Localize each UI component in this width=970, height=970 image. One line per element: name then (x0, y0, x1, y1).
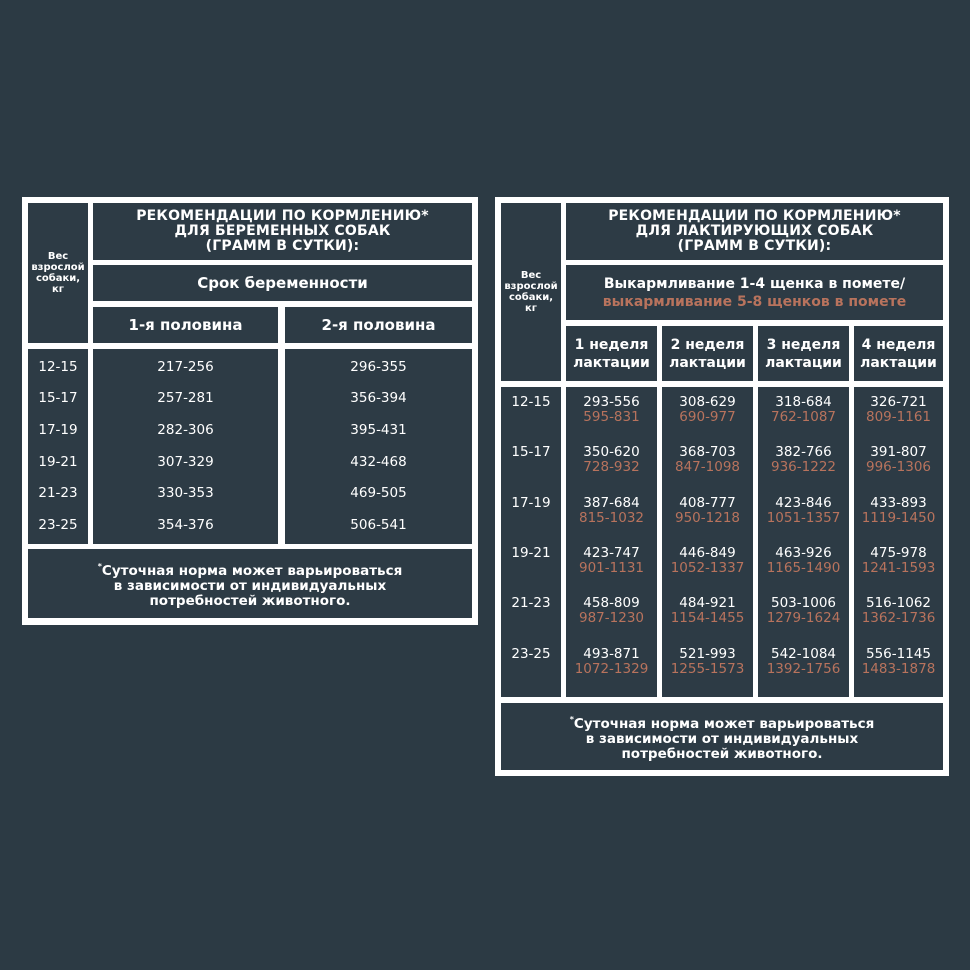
second-half-value: 395-431 (350, 421, 407, 438)
title-line: ДЛЯ ЛАКТИРУЮЩИХ СОБАК (635, 223, 874, 239)
weight-value: 12-15 (511, 394, 551, 410)
small-litter-value: 556-1145 (866, 645, 931, 662)
table-title (566, 203, 943, 260)
week-4-column (854, 387, 943, 697)
value-pair (866, 445, 931, 495)
large-litter-value: 815-1032 (579, 509, 644, 526)
large-litter-value: 1255-1573 (670, 660, 745, 677)
column-header-label: 2-я половина (321, 316, 436, 334)
first-half-value: 307-329 (157, 453, 214, 470)
value-pair (583, 445, 639, 495)
small-litter-value: 458-809 (583, 595, 640, 612)
weight-header-line: взрослой (31, 262, 85, 273)
small-litter-value: 516-1062 (866, 595, 931, 612)
small-litter-value: 382-766 (775, 444, 832, 461)
period-header-label: Срок беременности (197, 274, 368, 292)
large-litter-value: 762-1087 (771, 409, 836, 425)
large-litter-value: 1279-1624 (766, 610, 841, 627)
value-pair (583, 395, 639, 445)
weight-value: 21-23 (511, 595, 551, 612)
weight-value: 19-21 (38, 453, 78, 470)
pregnant-feeding-table (22, 197, 478, 625)
weight-header-line: взрослой (504, 281, 558, 292)
small-litter-value: 423-747 (583, 544, 640, 561)
second-half-value: 506-541 (350, 516, 407, 533)
footnote (28, 549, 472, 618)
week-3-column (758, 387, 849, 697)
weight-header (28, 203, 88, 343)
footnote-line: в зависимости от индивидуальных (113, 577, 387, 594)
small-litter-value: 391-807 (870, 444, 927, 461)
weights-column (501, 387, 561, 697)
footnote-line (98, 559, 403, 579)
large-litter-value: 1362-1736 (861, 610, 936, 627)
column-header-week-1 (566, 326, 657, 381)
small-litter-value: 542-1084 (771, 645, 836, 662)
footnote-mark: * (569, 714, 574, 724)
value-pair (675, 445, 740, 495)
footnote-line: в зависимости от индивидуальных (585, 730, 859, 747)
large-litter-value: 901-1131 (579, 559, 644, 576)
value-pair (862, 647, 936, 697)
first-half-value: 330-353 (157, 485, 214, 502)
small-litter-value: 475-978 (870, 544, 927, 561)
first-half-value: 217-256 (157, 358, 214, 375)
large-litter-value: 728-932 (583, 459, 640, 476)
column-header-line: 1 неделя (574, 336, 649, 353)
value-pair (866, 395, 931, 445)
large-litter-value: 690-977 (679, 409, 736, 425)
small-litter-value: 493-871 (583, 645, 640, 662)
title-line: (ГРАММ В СУТКИ): (677, 238, 832, 254)
first-half-value: 257-281 (157, 390, 214, 407)
weight-header-line: Вес (47, 251, 69, 262)
first-half-value: 282-306 (157, 421, 214, 438)
value-pair (862, 546, 936, 596)
weight-value: 15-17 (38, 390, 78, 407)
second-half-column (285, 349, 472, 544)
lactating-feeding-table (495, 197, 949, 776)
value-pair (671, 647, 745, 697)
title-line: РЕКОМЕНДАЦИИ ПО КОРМЛЕНИЮ* (136, 208, 429, 224)
first-half-value: 354-376 (157, 516, 214, 533)
column-header-line: 2 неделя (670, 336, 745, 353)
weight-header-line: собаки, (508, 292, 554, 303)
small-litter-value: 326-721 (870, 394, 927, 410)
value-pair (771, 445, 836, 495)
footnote-text: Суточная норма может варьироваться (101, 562, 403, 579)
large-litter-value: 1051-1357 (766, 509, 841, 526)
second-half-value: 469-505 (350, 485, 407, 502)
weight-value: 17-19 (38, 421, 78, 438)
small-litter-value: 293-556 (583, 394, 640, 410)
column-header-label: 1-я половина (128, 316, 243, 334)
small-litter-value: 308-629 (679, 394, 736, 410)
column-header-line: лактации (860, 354, 937, 371)
title-line: ДЛЯ БЕРЕМЕННЫХ СОБАК (174, 223, 391, 239)
footnote-line: потребностей животного. (621, 745, 823, 762)
large-litter-value: 1392-1756 (766, 660, 841, 677)
value-pair (767, 496, 841, 546)
weight-header-line: кг (524, 303, 537, 314)
small-litter-value: 387-684 (583, 494, 640, 511)
litter-size-header (566, 265, 943, 320)
large-litter-value: 1165-1490 (766, 559, 841, 576)
value-pair (862, 596, 936, 646)
value-pair (575, 647, 649, 697)
footnote (501, 703, 943, 770)
footnote-mark: * (97, 561, 102, 571)
small-litter-value: 318-684 (775, 394, 832, 410)
weight-value: 17-19 (511, 494, 551, 511)
weights-column (28, 349, 88, 544)
period-header (93, 265, 472, 301)
column-header-line: 3 неделя (766, 336, 841, 353)
footnote-line (570, 712, 875, 732)
small-litter-value: 521-993 (679, 645, 736, 662)
value-pair (579, 596, 644, 646)
column-header-line: лактации (765, 354, 842, 371)
large-litter-value: 1119-1450 (861, 509, 936, 526)
column-header-second-half (285, 307, 472, 343)
second-half-value: 296-355 (350, 358, 407, 375)
weight-value: 19-21 (511, 544, 551, 561)
litter-header-large: выкармливание 5-8 щенков в помете (602, 293, 907, 310)
litter-header-small: Выкармливание 1-4 щенка в помете/ (603, 275, 906, 292)
small-litter-value: 368-703 (679, 444, 736, 461)
footnote-text: Суточная норма может варьироваться (573, 715, 875, 732)
value-pair (671, 596, 745, 646)
title-line: (ГРАММ В СУТКИ): (205, 238, 360, 254)
large-litter-value: 996-1306 (866, 459, 931, 476)
column-header-week-2 (662, 326, 753, 381)
large-litter-value: 1241-1593 (861, 559, 936, 576)
small-litter-value: 484-921 (679, 595, 736, 612)
week-1-column (566, 387, 657, 697)
weight-value: 15-17 (511, 444, 551, 461)
title-line: РЕКОМЕНДАЦИИ ПО КОРМЛЕНИЮ* (608, 208, 901, 224)
small-litter-value: 446-849 (679, 544, 736, 561)
large-litter-value: 1154-1455 (670, 610, 745, 627)
column-header-week-4 (854, 326, 943, 381)
second-half-value: 432-468 (350, 453, 407, 470)
column-header-week-3 (758, 326, 849, 381)
weight-value: 21-23 (38, 485, 78, 502)
footnote-line: потребностей животного. (149, 592, 351, 609)
value-pair (767, 546, 841, 596)
column-header-line: лактации (573, 354, 650, 371)
large-litter-value: 1483-1878 (861, 660, 936, 677)
weight-value: 23-25 (511, 645, 551, 662)
value-pair (767, 596, 841, 646)
large-litter-value: 950-1218 (675, 509, 740, 526)
column-header-line: лактации (669, 354, 746, 371)
week-2-column (662, 387, 753, 697)
value-pair (767, 647, 841, 697)
value-pair (671, 546, 745, 596)
small-litter-value: 463-926 (775, 544, 832, 561)
large-litter-value: 1072-1329 (574, 660, 649, 677)
small-litter-value: 433-893 (870, 494, 927, 511)
weight-header-line: кг (51, 284, 64, 295)
column-header-first-half (93, 307, 278, 343)
value-pair (579, 496, 644, 546)
small-litter-value: 503-1006 (771, 595, 836, 612)
weight-header-line: Вес (520, 270, 542, 281)
large-litter-value: 936-1222 (771, 459, 836, 476)
value-pair (771, 395, 836, 445)
value-pair (679, 395, 735, 445)
column-header-line: 4 неделя (861, 336, 936, 353)
first-half-column (93, 349, 278, 544)
value-pair (675, 496, 740, 546)
table-title (93, 203, 472, 260)
large-litter-value: 1052-1337 (670, 559, 745, 576)
weight-value: 12-15 (38, 358, 78, 375)
large-litter-value: 595-831 (583, 409, 640, 425)
large-litter-value: 809-1161 (866, 409, 931, 425)
small-litter-value: 408-777 (679, 494, 736, 511)
second-half-value: 356-394 (350, 390, 407, 407)
weight-header (501, 203, 561, 381)
small-litter-value: 350-620 (583, 444, 640, 461)
weight-value: 23-25 (38, 516, 78, 533)
value-pair (862, 496, 936, 546)
weight-header-line: собаки, (35, 273, 81, 284)
small-litter-value: 423-846 (775, 494, 832, 511)
large-litter-value: 847-1098 (675, 459, 740, 476)
value-pair (579, 546, 644, 596)
large-litter-value: 987-1230 (579, 610, 644, 627)
